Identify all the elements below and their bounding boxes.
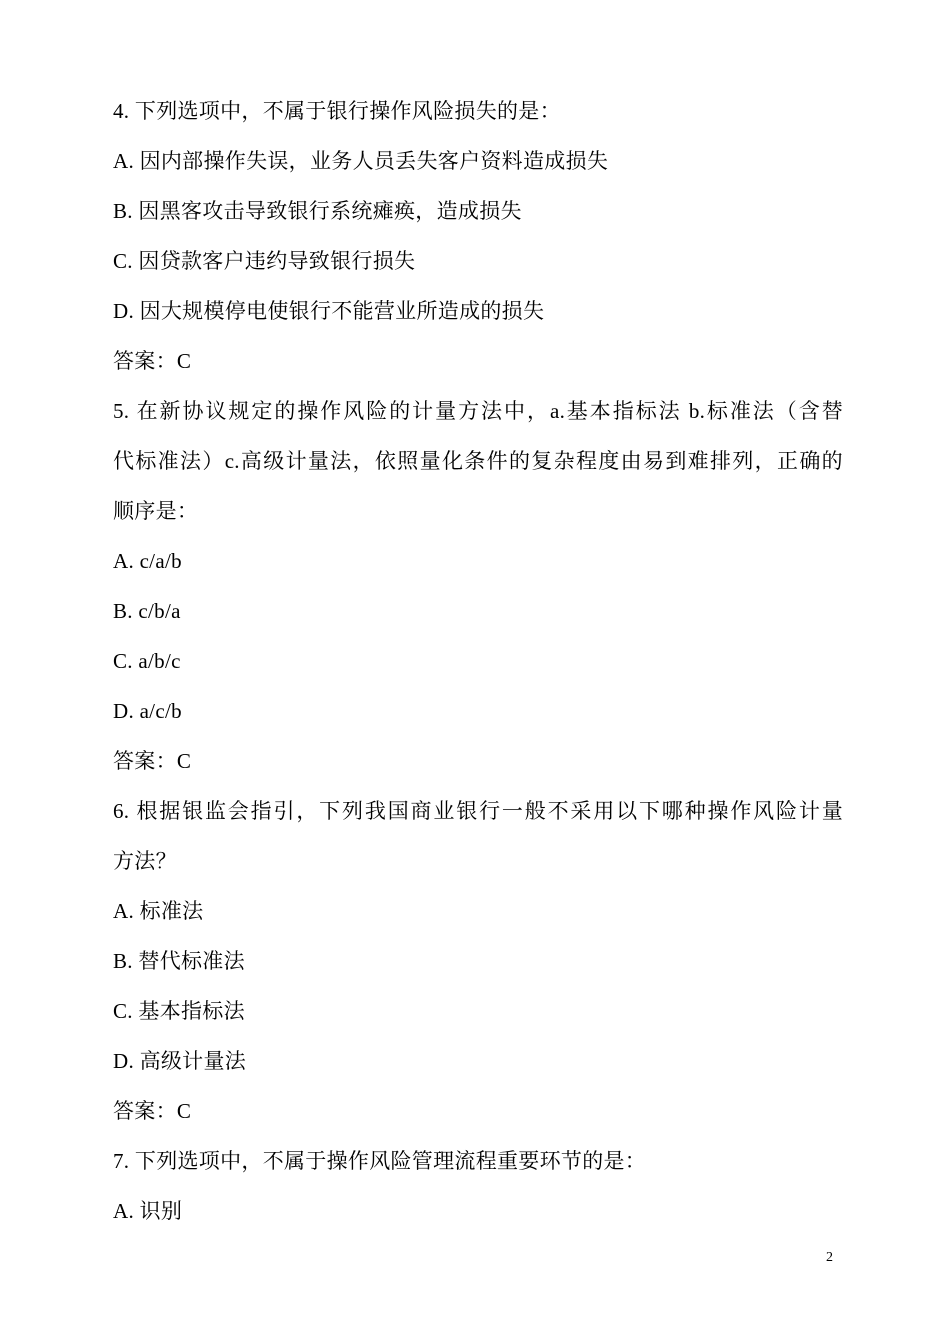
page-number: 2 (826, 1250, 833, 1265)
question-6-option-c: C. 基本指标法 (113, 999, 245, 1023)
question-6-stem-line-1: 6. 根据银监会指引，下列我国商业银行一般不采用以下哪种操作风险计量 (113, 799, 843, 823)
question-5-option-c: C. a/b/c (113, 649, 181, 673)
question-6-option-b: B. 替代标准法 (113, 949, 245, 973)
question-4-option-a: A. 因内部操作失误，业务人员丢失客户资料造成损失 (113, 149, 609, 173)
question-5-stem-line-2: 代标准法）c.高级计量法，依照量化条件的复杂程度由易到难排列，正确的 (113, 449, 843, 473)
question-5-option-a: A. c/a/b (113, 549, 182, 573)
question-5-option-d: D. a/c/b (113, 699, 182, 723)
question-7-option-a: A. 识别 (113, 1199, 183, 1223)
question-4-answer: 答案：C (113, 349, 192, 373)
question-5-stem-line-1: 5. 在新协议规定的操作风险的计量方法中，a.基本指标法 b.标准法（含替 (113, 399, 843, 423)
question-7-stem: 7. 下列选项中，不属于操作风险管理流程重要环节的是： (113, 1149, 647, 1173)
question-6-stem-line-2: 方法？ (113, 849, 177, 873)
question-5-stem-line-3: 顺序是： (113, 499, 199, 523)
question-4-option-c: C. 因贷款客户违约导致银行损失 (113, 249, 416, 273)
question-5-answer: 答案：C (113, 749, 192, 773)
question-5-option-b: B. c/b/a (113, 599, 181, 623)
question-4-stem: 4. 下列选项中，不属于银行操作风险损失的是： (113, 99, 561, 123)
question-4-option-b: B. 因黑客攻击导致银行系统瘫痪，造成损失 (113, 199, 522, 223)
question-4-option-d: D. 因大规模停电使银行不能营业所造成的损失 (113, 299, 545, 323)
question-6-option-a: A. 标准法 (113, 899, 204, 923)
question-6-option-d: D. 高级计量法 (113, 1049, 247, 1073)
question-6-answer: 答案：C (113, 1099, 192, 1123)
document-body (113, 86, 843, 1236)
